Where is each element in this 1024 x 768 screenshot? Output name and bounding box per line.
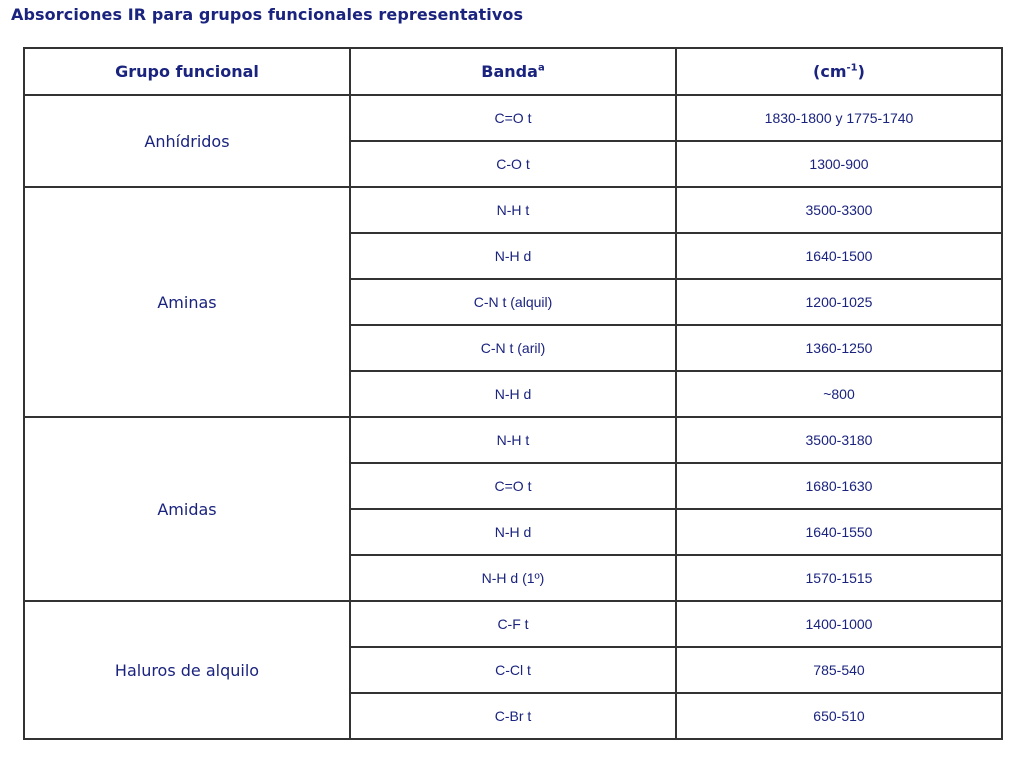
- group-name-cell: Haluros de alquilo: [24, 601, 350, 739]
- header-range-open: (cm: [813, 62, 847, 81]
- ir-absorption-table: [23, 47, 1003, 740]
- range-cell: 1360-1250: [676, 325, 1002, 371]
- header-group-label: Grupo funcional: [115, 62, 259, 81]
- header-band-superscript: a: [537, 62, 545, 74]
- band-cell: C-Br t: [350, 693, 676, 739]
- band-cell: C-F t: [350, 601, 676, 647]
- band-cell: N-H d: [350, 371, 676, 417]
- range-cell: 1640-1550: [676, 509, 1002, 555]
- band-cell: C-O t: [350, 141, 676, 187]
- range-cell: 3500-3300: [676, 187, 1002, 233]
- range-cell: 3500-3180: [676, 417, 1002, 463]
- range-cell: 1570-1515: [676, 555, 1002, 601]
- band-cell: C=O t: [350, 463, 676, 509]
- range-cell: 1680-1630: [676, 463, 1002, 509]
- group-name-cell: Aminas: [24, 187, 350, 417]
- table-row: [24, 187, 1002, 233]
- band-cell: N-H d: [350, 509, 676, 555]
- page-title: Absorciones IR para grupos funcionales representativos: [11, 5, 524, 24]
- band-cell: N-H t: [350, 417, 676, 463]
- table-row: [24, 601, 1002, 647]
- range-cell: 650-510: [676, 693, 1002, 739]
- header-group: [24, 48, 350, 95]
- table-body: [24, 95, 1002, 739]
- header-range-superscript: -1: [846, 62, 858, 74]
- band-cell: N-H d: [350, 233, 676, 279]
- band-cell: C-Cl t: [350, 647, 676, 693]
- range-cell: 785-540: [676, 647, 1002, 693]
- band-cell: C-N t (alquil): [350, 279, 676, 325]
- range-cell: 1300-900: [676, 141, 1002, 187]
- table-row: [24, 95, 1002, 141]
- range-cell: ~800: [676, 371, 1002, 417]
- range-cell: 1400-1000: [676, 601, 1002, 647]
- range-cell: 1640-1500: [676, 233, 1002, 279]
- group-name-cell: Anhídridos: [24, 95, 350, 187]
- header-range-close: ): [857, 62, 865, 81]
- table-row: [24, 417, 1002, 463]
- range-cell: 1200-1025: [676, 279, 1002, 325]
- range-cell: 1830-1800 y 1775-1740: [676, 95, 1002, 141]
- header-row: [24, 48, 1002, 95]
- table-header: [24, 48, 1002, 95]
- group-name-cell: Amidas: [24, 417, 350, 601]
- header-band: [350, 48, 676, 95]
- header-range: [676, 48, 1002, 95]
- band-cell: C=O t: [350, 95, 676, 141]
- band-cell: N-H t: [350, 187, 676, 233]
- band-cell: C-N t (aril): [350, 325, 676, 371]
- band-cell: N-H d (1º): [350, 555, 676, 601]
- header-band-label: Banda: [481, 62, 538, 81]
